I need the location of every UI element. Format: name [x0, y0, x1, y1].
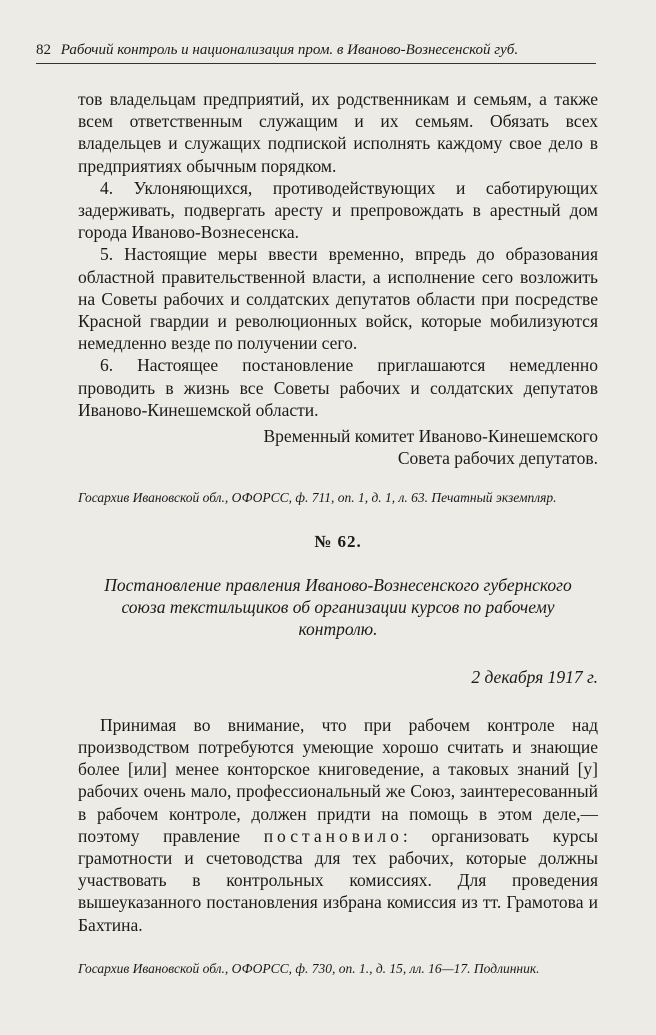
paragraph-continuation: тов владельцам предприятий, их родственникам и семьям, а также всем ответственным служащим и их семьям. Обязать всех владельцев и служащих подпиской исполнять каждому свое дело в предприятиях обычным порядком.: [78, 89, 598, 176]
source-citation-2: Госархив Ивановской обл., ОФОРСС, ф. 730, оп. 1., д. 15, лл. 16—17. Подлинник.: [78, 960, 540, 976]
document-date: 2 декабря 1917 г.: [471, 666, 598, 687]
document-title: Постановление правления Иваново-Вознесенского губернского союза текстильщиков об организации курсов по рабочему контролю.: [104, 574, 572, 639]
paragraph-4: 4. Уклоняющихся, противодействующих и саботирующих задерживать, подвергать аресту и препровождать в арестный дом города Иваново-Вознесенска.: [78, 177, 598, 243]
running-title: Рабочий контроль и национализация пром. в Иваново-Вознесенской губ.: [60, 42, 519, 58]
body-spaced-word: постановило: [263, 825, 403, 846]
paragraph-6: 6. Настоящее постановление приглашаются немедленно проводить в жизнь все Советы рабочих и солдатских депутатов Иваново-Кинешемской области.: [78, 355, 598, 420]
signature-line-2: Совета рабочих депутатов.: [397, 448, 598, 469]
signature-line-1: Временный комитет Иваново-Кинешемского: [263, 426, 598, 447]
paragraph-5: 5. Настоящие меры ввести временно, впредь до образования областной правительственной власти, а исполнение сего возложить на Советы рабочих и солдатских депутатов области при посредстве Красной гвардии и революционных войск, которые мобилизуются немедленно везде по получении сего.: [78, 244, 598, 354]
document-body: [78, 714, 598, 936]
body-text-before: Принимая во внимание, что при рабочем контроле над производством потребуются умеющие хорошо считать и знающие более [или] менее конторское книговедение, а таковых знаний [у] рабочих очень мало, профессиональный же Союз, заинтересованный в рабочем контроле, должен придти на помощь в этом деле,— поэтому правление: [78, 714, 598, 846]
source-citation-1: Госархив Ивановской обл., ОФОРСС, ф. 711, оп. 1, д. 1, л. 63. Печатный экземпляр.: [78, 490, 557, 506]
running-header: [36, 42, 596, 64]
page-body: [78, 88, 598, 978]
body-text-after: : организовать курсы грамотности и счетоводства для тех рабочих, которые должны участвовать в контрольных комиссиях. Для проведения вышеуказанного постановления избрана комиссия из тт. Грамотова и Бахтина.: [78, 825, 598, 935]
signature-block: [78, 425, 598, 469]
page-number: 82: [36, 42, 51, 58]
document-number: № 62.: [314, 532, 362, 552]
